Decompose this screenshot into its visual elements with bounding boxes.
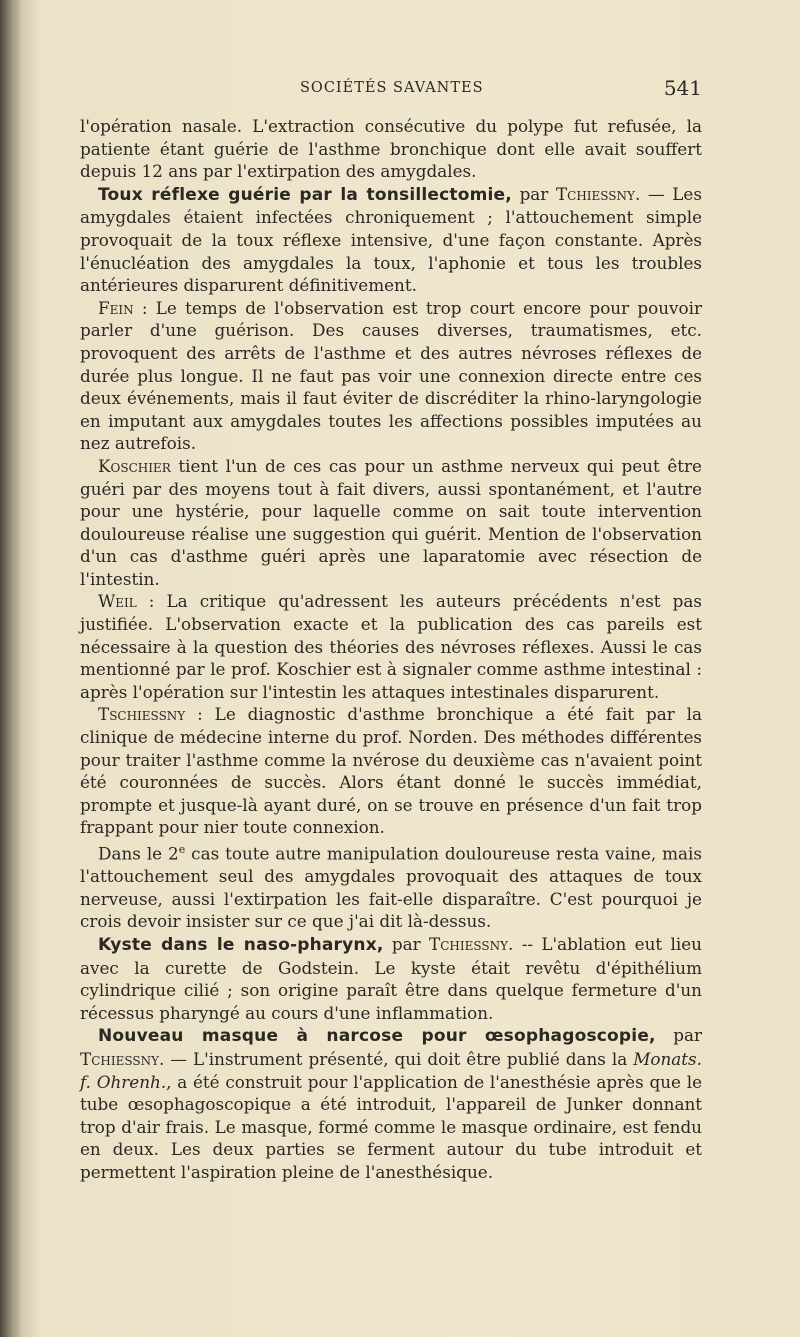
paragraph-toux-reflexe [80, 183, 702, 297]
paragraph-text: : Le diagnostic d'asthme bronchique a été fait par la clinique de médecine interne du prof. Norden. Des méthodes différentes pour traiter l'asthme comme la nvérose du deuxième cas n'avaient point été couronnées de succès. Alors étant donné le succès immédiat, prompte et jusque-là ayant duré, on se trouve en présence d'un fait trop frappant pour nier toute connexion. [80, 704, 702, 838]
paragraph-continuation [80, 115, 702, 183]
paragraph-text: . -- L'ablation eut lieu avec la curette de Godstein. Le kyste était revêtu d'épithélium cylindrique cilié ; son origine paraît être dans quelque fermeture d'un récessus pharyngé au cours d'une inflammation. [80, 933, 702, 1023]
paragraph-text: l'opération nasale. L'extraction consécutive du polype fut refusée, la patiente étant guérie de l'asthme bronchique dont elle avait souffert depuis 12 ans par l'extirpation des amygdales. [80, 116, 702, 182]
author-name: Weil [98, 591, 137, 612]
paragraph-text: . — L'instrument présenté, qui doit être publié dans la [159, 1048, 634, 1069]
paragraph-text: . — Les amygdales étaient infectées chroniquement ; l'attouchement simple provoquait de la toux réflexe intensive, d'une façon constante. Après l'énucléation des amygdales la toux, l'aphonie et tous les troubles antérieures disparurent définitivement. [80, 183, 702, 296]
body-text [80, 115, 702, 1184]
superscript: e [178, 843, 186, 856]
author-name: Koschier [98, 455, 171, 476]
paragraph-text: cas toute autre manipulation douloureuse resta vaine, mais l'attouchement seul des amygdales provoquait des attaques de toux nerveuse, aussi l'extirpation les fait-elle disparaître. C'est pourquoi je crois devoir insister sur ce que j'ai dit là-dessus. [80, 843, 702, 932]
by-word: par [511, 183, 556, 204]
running-head: SOCIÉTÉS SAVANTES [300, 80, 484, 96]
paragraph-weil [80, 590, 702, 703]
author-name: Fein [98, 297, 134, 318]
paragraph-tschiessny [80, 703, 702, 839]
by-word: par [655, 1025, 702, 1046]
paragraph-text: Dans le 2 [98, 843, 179, 864]
paragraph-masque [80, 1024, 702, 1183]
paragraph-text: , a été construit pour l'application de l'anesthésie après que le tube œsophagoscopique a été introduit, l'appareil de Junker donnant trop d'air frais. Le masque, formé comme le masque ordinaire, est fendu en deux. Les deux parties se ferment autour du tube introduit et permettent l'aspiration pleine de l'anesthésique. [80, 1071, 702, 1182]
author-name: Tschiessny [98, 704, 186, 725]
page-header [80, 78, 702, 102]
journal-name: Monats. f. Ohrenh. [80, 1048, 702, 1092]
author-name: Tchiessny [429, 933, 509, 954]
section-title: Kyste dans le naso-pharynx, [98, 934, 384, 955]
section-title: Nouveau masque à narcose pour œsophagoscopie, [98, 1026, 656, 1047]
paragraph-text: : Le temps de l'observation est trop court encore pour pouvoir parler d'une guérison. Des causes diverses, traumatismes, etc. provoquent des arrêts de l'asthme et des autres névroses réflexes de durée plus longue. Il ne faut pas voir une connexion directe entre ces deux événements, mais il faut éviter de discréditer la rhino-laryngologie en imputant aux amygdales toutes les affections possibles imputées au nez autrefois. [80, 297, 702, 454]
author-name: Tchiessny [555, 183, 635, 204]
by-word: par [383, 933, 430, 954]
paragraph-fein [80, 297, 702, 455]
paragraph-koschier [80, 455, 702, 591]
paragraph-text: tient l'un de ces cas pour un asthme nerveux qui peut être guéri par des moyens tout à fait divers, aussi spontanément, et l'autre pour une hystérie, pour laquelle comme on sait toute intervention douloureuse réalise une suggestion qui guérit. Mention de l'observation d'un cas d'asthme guéri après une laparatomie avec résection de l'intestin. [80, 455, 702, 589]
author-name: Tchiessny [80, 1048, 159, 1069]
paragraph-kyste [80, 933, 702, 1024]
page-number: 541 [663, 76, 702, 100]
paragraph-text: : La critique qu'adressent les auteurs précédents n'est pas justifiée. L'observation exacte et la publication des cas pareils est nécessaire à la question des théories des névroses réflexes. Aussi le cas mentionné par le prof. Koschier est à signaler comme asthme intestinal : après l'opération sur l'intestin les attaques intestinales disparurent. [80, 591, 702, 702]
book-spine-shadow [0, 0, 22, 1337]
paragraph-second-case [80, 839, 702, 933]
section-title: Toux réflexe guérie par la tonsillectomie, [98, 184, 512, 205]
